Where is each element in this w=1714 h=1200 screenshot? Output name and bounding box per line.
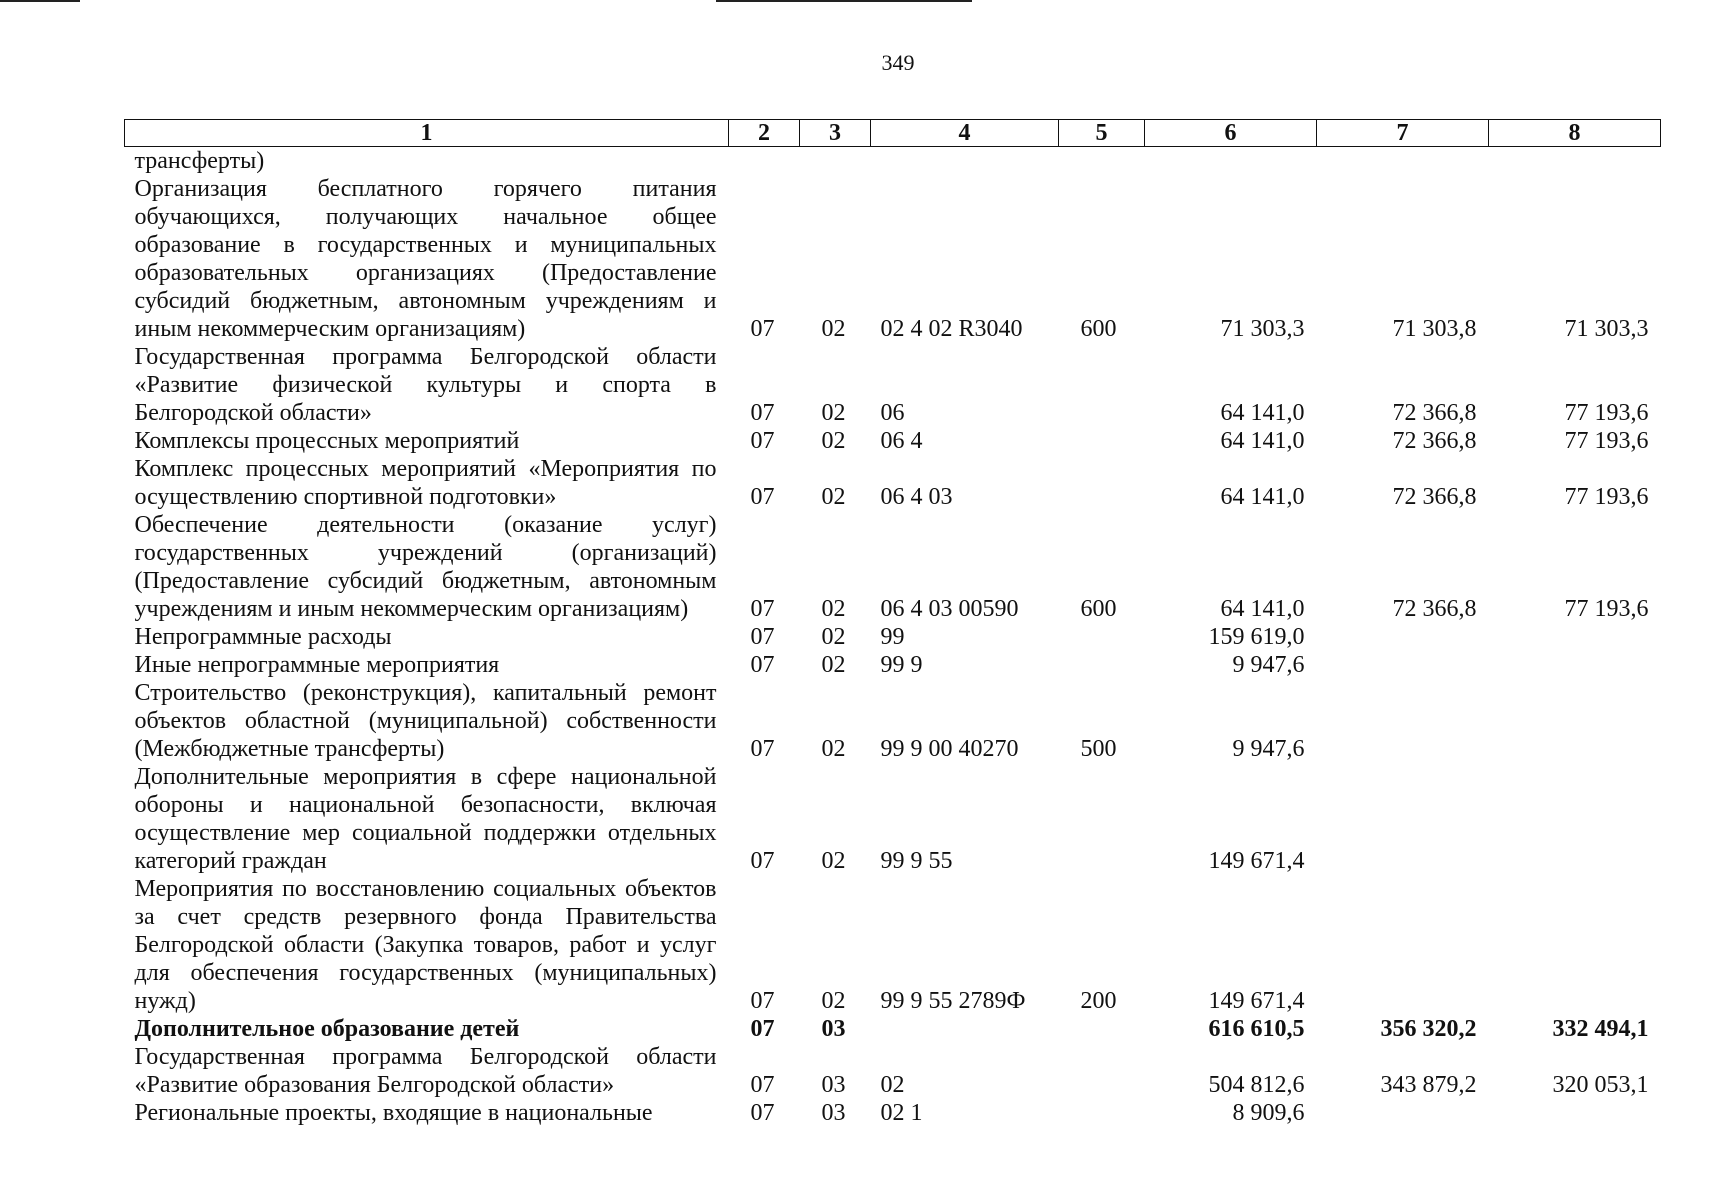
- target-article-code: 06 4 03 00590: [880, 596, 1019, 622]
- amount-col8: [1489, 1099, 1661, 1127]
- amount-col6: 149 671,4: [1208, 848, 1305, 874]
- table-row: [125, 427, 1661, 455]
- target-article-code: 06 4 03: [880, 484, 953, 510]
- target-article-code: 99 9 55 2789Ф: [880, 988, 1026, 1014]
- target-article-code: 02 4 02 R3040: [880, 316, 1023, 342]
- amount-col8: 77 193,6: [1564, 400, 1649, 426]
- subsection-code: 02: [821, 848, 846, 874]
- table-row: [125, 763, 1661, 875]
- amount-col7: 72 366,8: [1392, 596, 1477, 622]
- column-header: 5: [1059, 120, 1145, 147]
- amount-col8: [1489, 679, 1661, 763]
- budget-table: [124, 119, 1661, 1127]
- row-name: Непрограммные расходы: [134, 624, 392, 650]
- row-name: Обеспечение деятельности (оказание услуг) государственных учреждений (организаций) (Предоставление субсидий бюджетным, автономным учреждениям и иным некоммерческим организациям): [134, 512, 717, 622]
- row-name: Иные непрограммные мероприятия: [134, 652, 500, 678]
- section-code: 07: [750, 624, 775, 650]
- row-name: Дополнительное образование детей: [134, 1016, 520, 1042]
- table-row: [125, 679, 1661, 763]
- section-code: 07: [750, 400, 775, 426]
- amount-col8: 77 193,6: [1564, 428, 1649, 454]
- amount-col7: [1317, 623, 1489, 651]
- target-article-code: 99 9 00 40270: [880, 736, 1019, 762]
- amount-col8: [1489, 651, 1661, 679]
- table-row: [125, 651, 1661, 679]
- target-article-code: 06: [880, 400, 905, 426]
- row-name: Государственная программа Белгородской области «Развитие физической культуры и спорта в Белгородской области»: [134, 344, 717, 426]
- subsection-code: 03: [821, 1072, 846, 1098]
- column-header: 4: [871, 120, 1059, 147]
- amount-col7: 71 303,8: [1392, 316, 1477, 342]
- expense-type-code: [1059, 427, 1145, 455]
- expense-type-code: 600: [1080, 316, 1117, 342]
- table-body: [125, 147, 1661, 1128]
- amount-col7: 72 366,8: [1392, 400, 1477, 426]
- top-edge-line: [0, 0, 80, 2]
- target-article-code: [871, 147, 1059, 176]
- amount-col6: 64 141,0: [1220, 596, 1305, 622]
- amount-col6: 504 812,6: [1208, 1072, 1305, 1098]
- amount-col6: 64 141,0: [1220, 484, 1305, 510]
- column-header: 8: [1489, 120, 1661, 147]
- table-row: [125, 455, 1661, 511]
- target-article-code: 99: [880, 624, 905, 650]
- amount-col6: 64 141,0: [1220, 428, 1305, 454]
- amount-col7: [1317, 875, 1489, 1015]
- column-header: 6: [1145, 120, 1317, 147]
- expense-type-code: [1059, 651, 1145, 679]
- amount-col8: [1489, 875, 1661, 1015]
- subsection-code: 02: [821, 400, 846, 426]
- amount-col6: 9 947,6: [1232, 652, 1305, 678]
- column-header: 2: [729, 120, 800, 147]
- subsection-code: 02: [821, 988, 846, 1014]
- amount-col8: [1489, 763, 1661, 875]
- expense-type-code: [1059, 763, 1145, 875]
- amount-col6: [1145, 147, 1317, 176]
- table-row: [125, 1099, 1661, 1127]
- row-name: Мероприятия по восстановлению социальных объектов за счет средств резервного фонда Правительства Белгородской области (Закупка товаров, работ и услуг для обеспечения государственных (муниципальных) нужд): [134, 876, 717, 1014]
- table-row: [125, 875, 1661, 1015]
- expense-type-code: [1059, 455, 1145, 511]
- amount-col7: [1317, 679, 1489, 763]
- amount-col6: 64 141,0: [1220, 400, 1305, 426]
- expense-type-code: [1059, 1043, 1145, 1099]
- amount-col7: 72 366,8: [1392, 428, 1477, 454]
- target-article-code: 06 4: [880, 428, 923, 454]
- section-code: 07: [750, 652, 775, 678]
- column-header: 3: [800, 120, 871, 147]
- amount-col6: 159 619,0: [1208, 624, 1305, 650]
- row-name: Организация бесплатного горячего питания обучающихся, получающих начальное общее образование в государственных и муниципальных образовательных организациях (Предоставление субсидий бюджетным, автономным учреждениям и иным некоммерческим организациям): [134, 176, 717, 342]
- subsection-code: 03: [821, 1100, 846, 1126]
- amount-col7: [1317, 651, 1489, 679]
- amount-col8: 77 193,6: [1564, 596, 1649, 622]
- amount-col6: 71 303,3: [1220, 316, 1305, 342]
- table-row: [125, 343, 1661, 427]
- amount-col6: 9 947,6: [1232, 736, 1305, 762]
- table-row: [125, 1015, 1661, 1043]
- amount-col8: 332 494,1: [1552, 1016, 1649, 1042]
- row-name: Комплекс процессных мероприятий «Мероприятия по осуществлению спортивной подготовки»: [134, 456, 717, 510]
- amount-col7: [1317, 1099, 1489, 1127]
- target-article-code: [871, 1015, 1059, 1043]
- subsection-code: 02: [821, 484, 846, 510]
- page-number: 349: [881, 50, 915, 75]
- section-code: 07: [750, 484, 775, 510]
- expense-type-code: 500: [1080, 736, 1117, 762]
- row-name: Комплексы процессных мероприятий: [134, 428, 520, 454]
- row-name: трансферты): [134, 148, 265, 174]
- subsection-code: [800, 147, 871, 176]
- expense-type-code: [1059, 1015, 1145, 1043]
- subsection-code: 02: [821, 316, 846, 342]
- expense-type-code: 200: [1080, 988, 1117, 1014]
- top-edge-line: [716, 0, 972, 2]
- subsection-code: 02: [821, 428, 846, 454]
- row-name: Дополнительные мероприятия в сфере национальной обороны и национальной безопасности, включая осуществление мер социальной поддержки отдельных категорий граждан: [134, 764, 717, 874]
- amount-col8: 77 193,6: [1564, 484, 1649, 510]
- header-row: [125, 120, 1661, 147]
- expense-type-code: [1059, 623, 1145, 651]
- amount-col7: [1317, 763, 1489, 875]
- target-article-code: 99 9: [880, 652, 923, 678]
- table-row: [125, 623, 1661, 651]
- amount-col8: [1489, 623, 1661, 651]
- column-header: 7: [1317, 120, 1489, 147]
- table-row: [125, 175, 1661, 343]
- table-row: [125, 511, 1661, 623]
- section-code: 07: [750, 428, 775, 454]
- amount-col7: 343 879,2: [1380, 1072, 1477, 1098]
- amount-col7: [1317, 147, 1489, 176]
- section-code: 07: [750, 1016, 775, 1042]
- subsection-code: 02: [821, 736, 846, 762]
- amount-col6: 616 610,5: [1208, 1016, 1305, 1042]
- table-row: [125, 1043, 1661, 1099]
- row-name: Строительство (реконструкция), капитальный ремонт объектов областной (муниципальной) собственности (Межбюджетные трансферты): [134, 680, 717, 762]
- target-article-code: 02: [880, 1072, 905, 1098]
- amount-col6: 149 671,4: [1208, 988, 1305, 1014]
- section-code: 07: [750, 1100, 775, 1126]
- amount-col8: [1489, 147, 1661, 176]
- row-name: Региональные проекты, входящие в национальные: [134, 1100, 653, 1126]
- section-code: 07: [750, 848, 775, 874]
- section-code: [729, 147, 800, 176]
- section-code: 07: [750, 1072, 775, 1098]
- target-article-code: 02 1: [880, 1100, 923, 1126]
- expense-type-code: [1059, 147, 1145, 176]
- section-code: 07: [750, 988, 775, 1014]
- row-name: Государственная программа Белгородской области «Развитие образования Белгородской области»: [134, 1044, 717, 1098]
- subsection-code: 02: [821, 652, 846, 678]
- subsection-code: 03: [821, 1016, 846, 1042]
- subsection-code: 02: [821, 624, 846, 650]
- section-code: 07: [750, 316, 775, 342]
- amount-col6: 8 909,6: [1232, 1100, 1305, 1126]
- subsection-code: 02: [821, 596, 846, 622]
- section-code: 07: [750, 736, 775, 762]
- table-row: [125, 147, 1661, 176]
- amount-col8: 320 053,1: [1552, 1072, 1649, 1098]
- amount-col7: 72 366,8: [1392, 484, 1477, 510]
- target-article-code: 99 9 55: [880, 848, 953, 874]
- amount-col8: 71 303,3: [1564, 316, 1649, 342]
- section-code: 07: [750, 596, 775, 622]
- amount-col7: 356 320,2: [1380, 1016, 1477, 1042]
- column-header: 1: [125, 120, 729, 147]
- expense-type-code: [1059, 343, 1145, 427]
- expense-type-code: 600: [1080, 596, 1117, 622]
- expense-type-code: [1059, 1099, 1145, 1127]
